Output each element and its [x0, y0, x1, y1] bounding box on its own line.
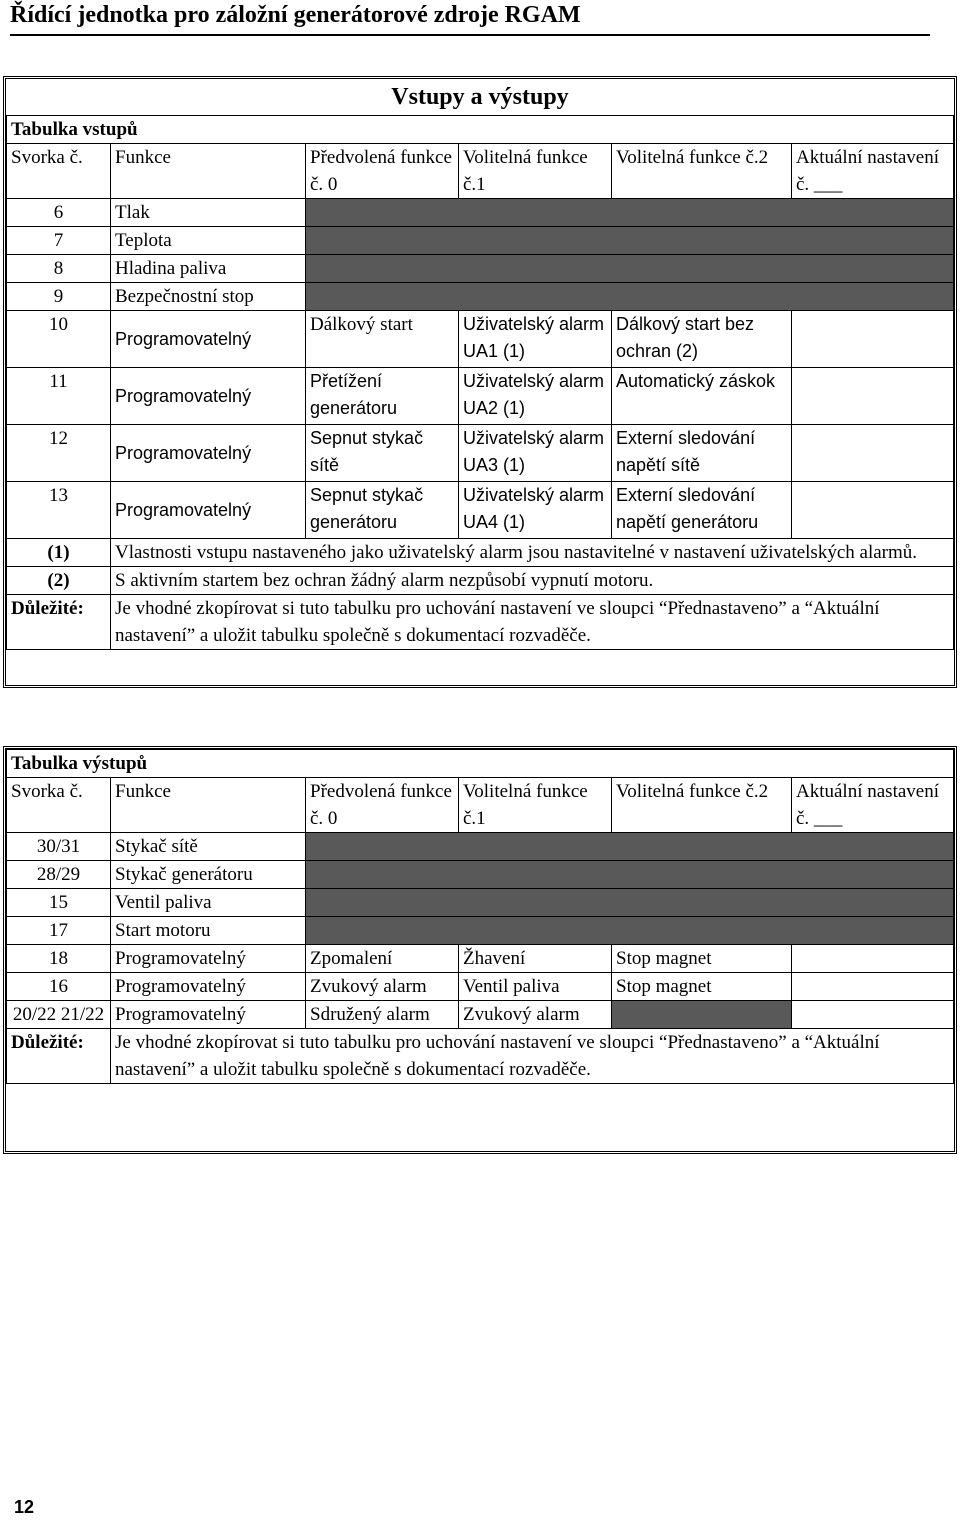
table-row: [7, 945, 954, 973]
inputs-caption: Tabulka vstupů: [7, 116, 954, 144]
table-row: [7, 482, 954, 539]
page-number: 12: [14, 1497, 35, 1517]
table-row: [7, 1001, 954, 1029]
table-row: [7, 255, 954, 283]
table-row: [7, 283, 954, 311]
table-row: [7, 311, 954, 368]
option0-cell: Zpomalení: [306, 945, 459, 973]
table-row: [7, 889, 954, 917]
note-row: [7, 539, 954, 567]
note-mark: (2): [7, 567, 111, 595]
terminal-cell: 16: [7, 973, 111, 1001]
current-cell: [792, 482, 954, 539]
col-header: Předvolená funkce č. 0: [306, 144, 459, 199]
terminal-cell: 15: [7, 889, 111, 917]
function-cell: Teplota: [111, 227, 306, 255]
col-header: Volitelná funkce č.1: [459, 778, 612, 833]
table-row: [7, 199, 954, 227]
option1-cell: Uživatelský alarm UA2 (1): [459, 368, 612, 425]
disabled-cell: [306, 255, 954, 283]
col-header: Volitelná funkce č.2: [612, 144, 792, 199]
option1-cell: Uživatelský alarm UA3 (1): [459, 425, 612, 482]
table-row: [7, 368, 954, 425]
note-mark: Důležité:: [7, 1029, 111, 1084]
note-mark: (1): [7, 539, 111, 567]
disabled-cell: [306, 917, 954, 945]
option1-cell: Uživatelský alarm UA4 (1): [459, 482, 612, 539]
terminal-cell: 13: [7, 482, 111, 539]
option0-cell: Dálkový start: [306, 311, 459, 368]
option2-cell: Stop magnet: [612, 945, 792, 973]
note-row: [7, 567, 954, 595]
option2-cell: Stop magnet: [612, 973, 792, 1001]
option0-cell: Sepnut stykač generátoru: [306, 482, 459, 539]
option0-cell: Přetížení generátoru: [306, 368, 459, 425]
current-cell: [792, 311, 954, 368]
col-header: Aktuální nastavení č. ___: [792, 778, 954, 833]
section-title: Vstupy a výstupy: [391, 84, 569, 110]
inputs-table: [3, 76, 957, 688]
table-row: [7, 833, 954, 861]
note-text: Vlastnosti vstupu nastaveného jako uživatelský alarm jsou nastavitelné v nastavení uživatelských alarmů.: [111, 539, 954, 567]
terminal-cell: 11: [7, 368, 111, 425]
function-cell: Tlak: [111, 199, 306, 227]
inputs-header-row: [7, 144, 954, 199]
outputs-caption: Tabulka výstupů: [7, 750, 954, 778]
note-row: [7, 1029, 954, 1084]
function-cell: Programovatelný: [111, 973, 306, 1001]
option2-cell: Dálkový start bez ochran (2): [612, 311, 792, 368]
note-row: [7, 595, 954, 650]
option2-cell: Externí sledování napětí generátoru: [612, 482, 792, 539]
note-text: Je vhodné zkopírovat si tuto tabulku pro uchování nastavení ve sloupci “Přednastaveno” a “Aktuální nastavení” a uložit tabulku společně s dokumentací rozvaděče.: [111, 595, 954, 650]
option1-cell: Žhavení: [459, 945, 612, 973]
disabled-cell: [306, 283, 954, 311]
col-header: Funkce: [111, 778, 306, 833]
terminal-cell: 10: [7, 311, 111, 368]
option1-cell: Ventil paliva: [459, 973, 612, 1001]
table-row: [7, 861, 954, 889]
option2-cell: Automatický záskok: [612, 368, 792, 425]
function-cell: Stykač generátoru: [111, 861, 306, 889]
terminal-cell: 8: [7, 255, 111, 283]
function-cell: Ventil paliva: [111, 889, 306, 917]
terminal-cell: 12: [7, 425, 111, 482]
function-cell: Programovatelný: [111, 945, 306, 973]
header-rule: [10, 34, 930, 36]
disabled-cell: [306, 889, 954, 917]
col-header: Funkce: [111, 144, 306, 199]
function-cell: Programovatelný: [111, 1001, 306, 1029]
function-cell: Programovatelný: [111, 368, 306, 425]
function-cell: Programovatelný: [111, 482, 306, 539]
option1-cell: Uživatelský alarm UA1 (1): [459, 311, 612, 368]
col-header: Volitelná funkce č.2: [612, 778, 792, 833]
option0-cell: Zvukový alarm: [306, 973, 459, 1001]
option2-cell: Externí sledování napětí sítě: [612, 425, 792, 482]
disabled-cell: [306, 199, 954, 227]
current-cell: [792, 425, 954, 482]
terminal-cell: 18: [7, 945, 111, 973]
col-header: Svorka č.: [7, 778, 111, 833]
current-cell: [792, 1001, 954, 1029]
table-row: [7, 227, 954, 255]
option1-cell: Zvukový alarm: [459, 1001, 612, 1029]
current-cell: [792, 973, 954, 1001]
disabled-cell: [306, 861, 954, 889]
col-header: Aktuální nastavení č. ___: [792, 144, 954, 199]
outputs-table: [3, 746, 957, 1154]
function-cell: Start motoru: [111, 917, 306, 945]
function-cell: Programovatelný: [111, 311, 306, 368]
option0-cell: Sepnut stykač sítě: [306, 425, 459, 482]
terminal-cell: 9: [7, 283, 111, 311]
table-row: [7, 917, 954, 945]
current-cell: [792, 368, 954, 425]
current-cell: [792, 945, 954, 973]
page-header: Řídící jednotka pro záložní generátorové zdroje RGAM: [10, 2, 581, 28]
function-cell: Bezpečnostní stop: [111, 283, 306, 311]
terminal-cell: 17: [7, 917, 111, 945]
disabled-cell: [612, 1001, 792, 1029]
disabled-cell: [306, 227, 954, 255]
terminal-cell: 6: [7, 199, 111, 227]
terminal-cell: 20/22 21/22: [7, 1001, 111, 1029]
table-row: [7, 425, 954, 482]
table-row: [7, 973, 954, 1001]
note-text: S aktivním startem bez ochran žádný alarm nezpůsobí vypnutí motoru.: [111, 567, 954, 595]
option0-cell: Sdružený alarm: [306, 1001, 459, 1029]
disabled-cell: [306, 833, 954, 861]
terminal-cell: 7: [7, 227, 111, 255]
col-header: Předvolená funkce č. 0: [306, 778, 459, 833]
outputs-header-row: [7, 778, 954, 833]
note-text: Je vhodné zkopírovat si tuto tabulku pro uchování nastavení ve sloupci “Přednastaveno” a “Aktuální nastavení” a uložit tabulku společně s dokumentací rozvaděče.: [111, 1029, 954, 1084]
function-cell: Programovatelný: [111, 425, 306, 482]
note-mark: Důležité:: [7, 595, 111, 650]
col-header: Svorka č.: [7, 144, 111, 199]
terminal-cell: 30/31: [7, 833, 111, 861]
function-cell: Hladina paliva: [111, 255, 306, 283]
col-header: Volitelná funkce č.1: [459, 144, 612, 199]
function-cell: Stykač sítě: [111, 833, 306, 861]
terminal-cell: 28/29: [7, 861, 111, 889]
